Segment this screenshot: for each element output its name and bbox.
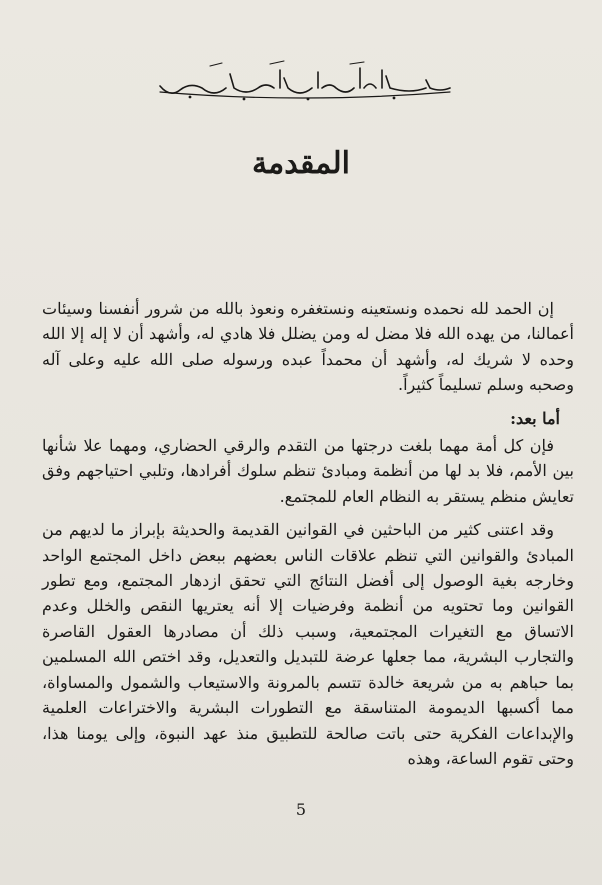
page-title: المقدمة bbox=[252, 146, 350, 181]
show-through-text-top bbox=[40, 60, 572, 320]
section-heading: أما بعد: bbox=[510, 408, 560, 428]
paragraph-1: فإن كل أمة مهما بلغت درجتها من التقدم والرقي الحضاري، ومهما علا شأنها بين الأمم، فلا بد لها من أنظمة ومبادئ تنظم سلوك أفرادها، وتلبي احتياجهم وفق تعايش منظم يستقر به النظام العام للمجتمع. bbox=[42, 436, 574, 506]
paragraph-2: وقد اعتنى كثير من الباحثين في القوانين القديمة والحديثة بإبراز ما لديهم من المبادئ والقوانين التي تنظم علاقات الناس بعضهم ببعض داخل المجتمع الواحد وخارجه بغية الوصول إلى أفضل النتائج التي تحقق ازدهار المجتمع، ومع تطور القوانين وما تحتويه من أنظمة وفرضيات إلا أنه يعتريها النقص والخلل وعدم الاتساق مع التغيرات المجتمعية، وسبب ذلك أن مصادرها العقول القاصرة والتجارب البشرية، مما جعلها عرضة للتبديل والتعديل، وقد اختص الله المسلمين بما حباهم به من شريعة خالدة تتسم بالمرونة والاستيعاب والشمول والمساواة، مما أكسبها الديمومة المتناسقة مع التطورات البشرية والاختراعات العلمية والإبداعات الفكرية حتى باتت صالحة للتطبيق منذ عهد النبوة، وإلى يومنا هذا، وحتى تقوم الساعة، وهذه bbox=[42, 520, 575, 768]
page-body bbox=[42, 296, 574, 771]
page-number: 5 bbox=[295, 800, 307, 819]
paragraph-gap bbox=[42, 509, 574, 517]
opening-paragraph: إن الحمد لله نحمده ونستعينه ونستغفره ونعوذ بالله من شرور أنفسنا وسيئات أعمالنا، من يهده الله فلا مضل له ومن يضلل فلا هادي له، وأشهد أن لا إله إلا الله وحده لا شريك له، وأشهد أن محمداً عبده ورسوله صلى الله عليه وعلى آله وصحبه وسلم تسليماً كثيراً. bbox=[42, 299, 574, 395]
